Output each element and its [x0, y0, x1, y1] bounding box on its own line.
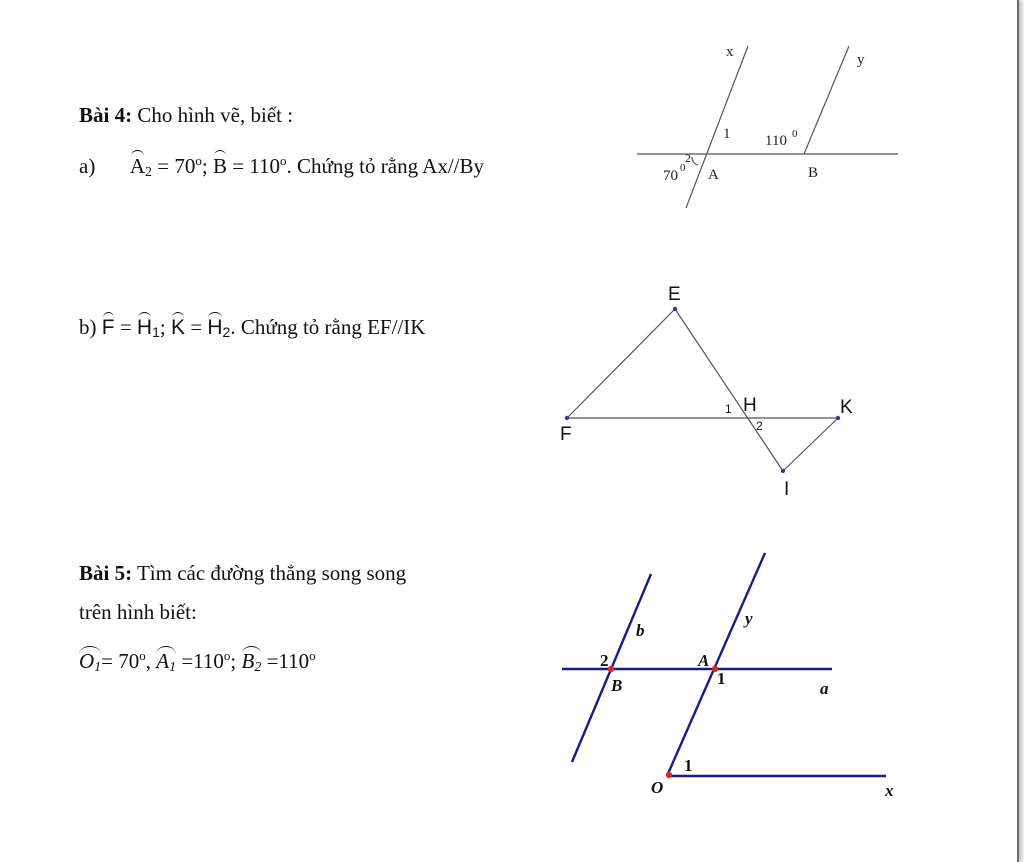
label-I: I — [784, 479, 790, 500]
label-H: H — [743, 395, 757, 416]
label-x: x — [726, 44, 734, 60]
angle-B-letter: B — [241, 649, 255, 673]
degree-mark: o — [223, 648, 231, 663]
label-2: 2 — [600, 651, 609, 670]
separator: , — [145, 649, 157, 673]
angle-H1-letter: H — [136, 316, 153, 339]
degree-mark: o — [309, 648, 316, 663]
point-O — [666, 772, 672, 778]
separator: ; — [201, 154, 213, 178]
line-Oy — [667, 553, 765, 776]
label-1: 1 — [725, 402, 732, 416]
angle-B-letter: B — [212, 154, 227, 178]
angle-H1-sub: 1 — [152, 324, 160, 340]
label-A: A — [708, 167, 719, 183]
label-B: B — [611, 676, 623, 695]
angle-F-letter: F — [101, 316, 115, 339]
label-1-at-O: 1 — [684, 756, 693, 775]
part-a-statement: . Chứng tỏ rằng Ax//By — [286, 154, 485, 178]
bai5-title-text: Tìm các đường thẳng song song — [132, 561, 407, 585]
part-a-label: a) — [79, 154, 96, 178]
label-y: y — [857, 52, 865, 68]
label-1-at-A: 1 — [717, 669, 726, 688]
label-angle-1: 1 — [723, 126, 731, 142]
bai4-title-text: Cho hình vẽ, biết : — [132, 103, 294, 127]
label-2: 2 — [756, 419, 763, 433]
angle-A-letter: A — [156, 649, 170, 673]
part-b-statement: . Chứng tỏ rằng EF//IK — [230, 315, 426, 339]
label-E: E — [668, 284, 681, 305]
label-y: y — [745, 609, 753, 628]
angle-A-sub: 2 — [145, 165, 152, 180]
angle-B-value: =110 — [261, 649, 310, 673]
label-K: K — [840, 397, 853, 418]
separator: ; — [159, 315, 171, 339]
angle-A-sub: 1 — [169, 660, 177, 675]
degree-mark: o — [195, 153, 202, 168]
label-a: a — [820, 679, 829, 698]
bai4-title-bold: Bài 4: — [79, 103, 133, 127]
label-110: 110 — [765, 133, 787, 149]
degree-mark: o — [139, 648, 146, 663]
label-x: x — [885, 781, 894, 800]
angle-B-value: = 110 — [226, 154, 281, 178]
bai5-line2: trên hình biết: — [79, 600, 197, 624]
label-O: O — [651, 778, 664, 797]
angle-O-letter: O — [79, 649, 95, 673]
part-b-label: b) — [79, 315, 97, 339]
label-b: b — [636, 621, 645, 640]
point-B — [608, 666, 614, 672]
label-B: B — [808, 165, 819, 181]
angle-H2-letter: H — [207, 316, 223, 339]
angle-O-sub: 1 — [94, 660, 102, 675]
label-F: F — [560, 424, 572, 445]
separator: ; — [230, 649, 242, 673]
angle-H2-sub: 2 — [222, 324, 231, 340]
degree-mark: o — [280, 153, 287, 168]
angle-B-sub: 2 — [254, 660, 262, 675]
label-70: 70 — [663, 168, 678, 184]
label-A: A — [698, 651, 710, 670]
angle-A-letter: A — [129, 154, 145, 178]
label-angle-2: 2 — [685, 151, 691, 165]
angle-O-value: = 70 — [101, 649, 140, 673]
angle-A-value: = 70 — [152, 154, 196, 178]
equals: = — [185, 315, 208, 339]
angle-A-value: =110 — [176, 649, 224, 673]
equals: = — [114, 315, 137, 339]
angle-K-letter: K — [170, 316, 185, 339]
label-70-deg: 0 — [680, 162, 686, 174]
label-110-deg: 0 — [792, 128, 798, 140]
bai5-title-bold: Bài 5: — [79, 561, 133, 585]
